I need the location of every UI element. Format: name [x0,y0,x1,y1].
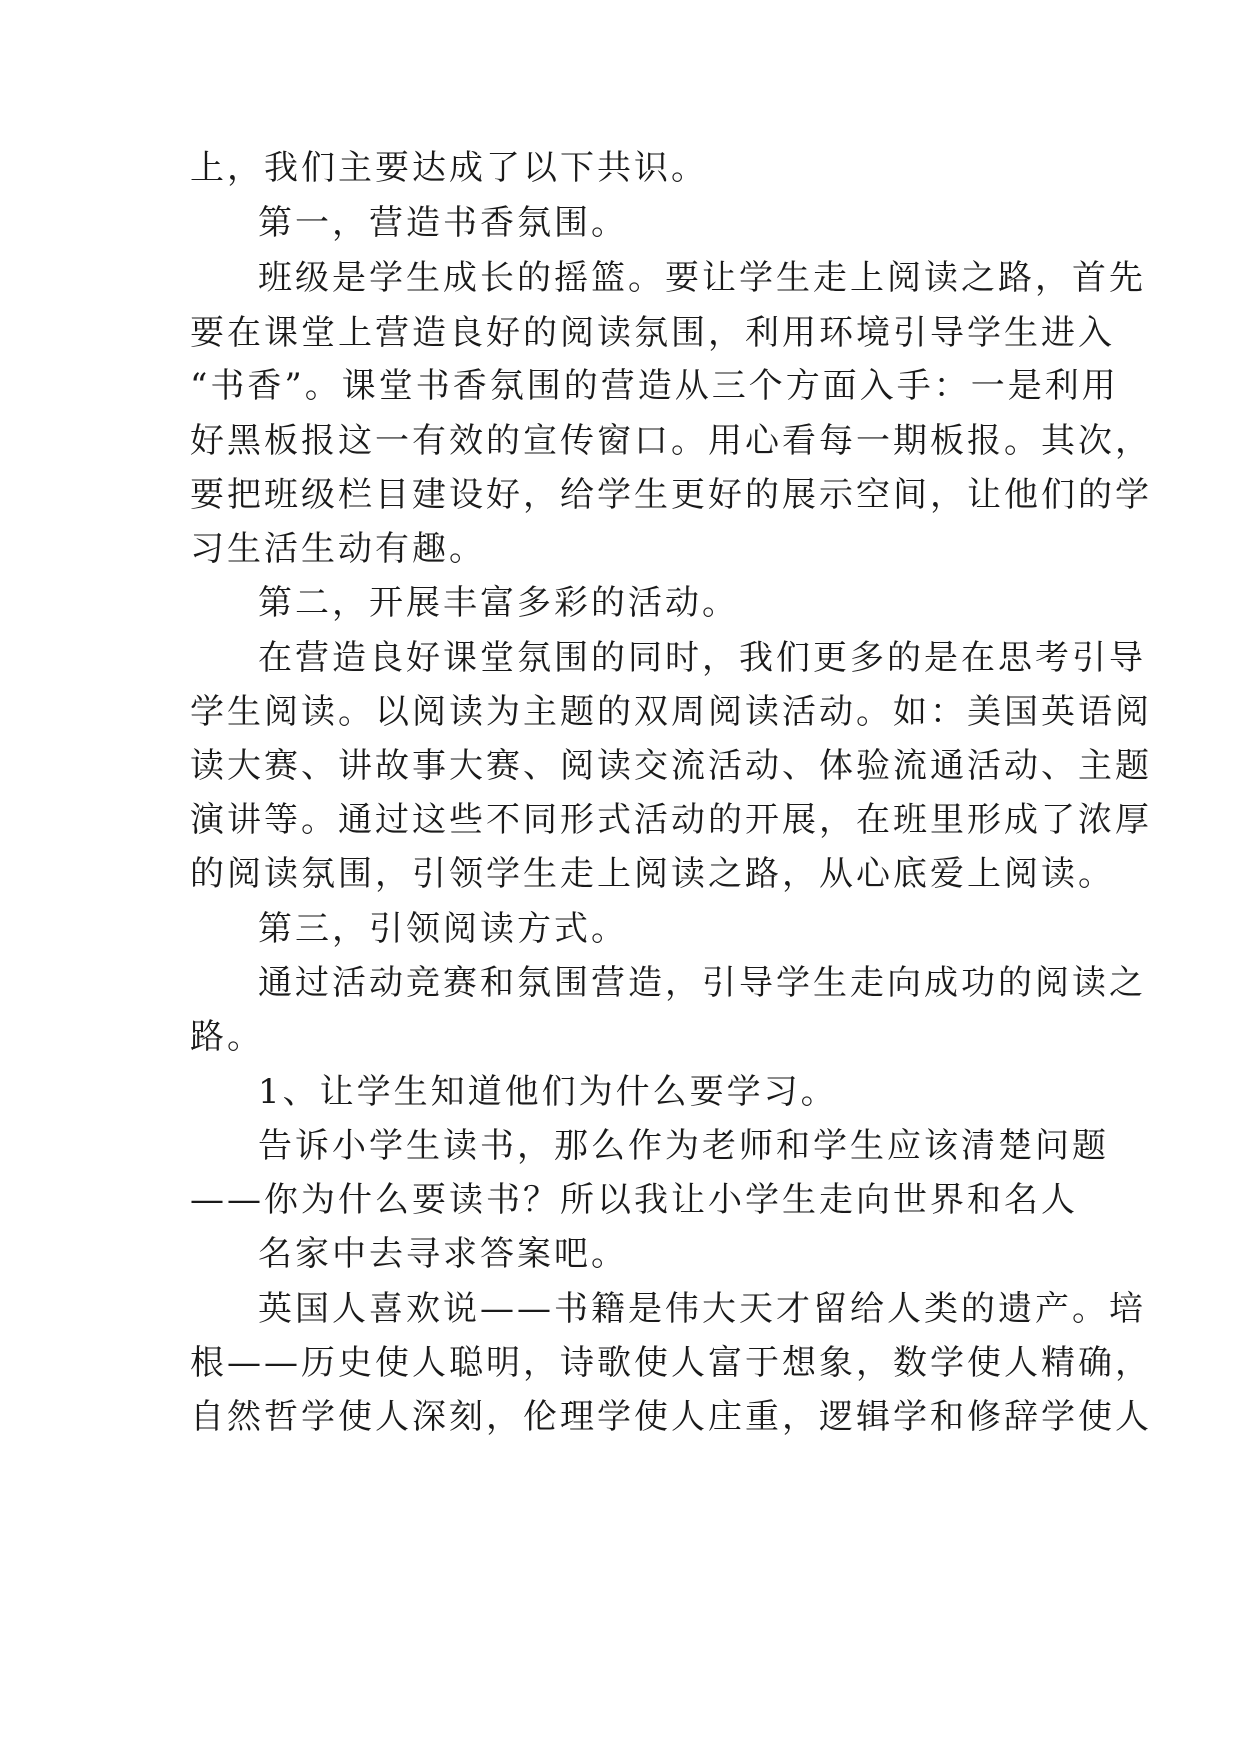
text-line: 读大赛、讲故事大赛、阅读交流活动、体验流通活动、主题 [190,746,1152,786]
section-heading: 第三，引领阅读方式。 [258,909,628,949]
text-line: “书香”。课堂书香氛围的营造从三个方面入手：一是利用 [190,366,1119,406]
text-line: 上，我们主要达成了以下共识。 [190,148,708,188]
text-line: 学生阅读。以阅读为主题的双周阅读活动。如：美国英语阅 [190,692,1152,732]
text-line: 在营造良好课堂氛围的同时，我们更多的是在思考引导 [258,638,1146,678]
text-line: 习生活生动有趣。 [190,529,486,569]
text-line: 要把班级栏目建设好，给学生更好的展示空间，让他们的学 [190,475,1152,515]
text-line: ——你为什么要读书？所以我让小学生走向世界和名人 [190,1180,1078,1220]
text-line: 自然哲学使人深刻，伦理学使人庄重，逻辑学和修辞学使人 [190,1397,1152,1437]
text-line: 通过活动竞赛和氛围营造，引导学生走向成功的阅读之 [258,963,1146,1003]
text-line: 演讲等。通过这些不同形式活动的开展，在班里形成了浓厚 [190,800,1152,840]
text-line: 路。 [190,1017,264,1057]
list-item: 1、让学生知道他们为什么要学习。 [258,1072,838,1112]
text-line: 要在课堂上营造良好的阅读氛围，利用环境引导学生进入 [190,313,1115,353]
text-line: 告诉小学生读书，那么作为老师和学生应该清楚问题 [258,1126,1109,1166]
text-line: 英国人喜欢说——书籍是伟大天才留给人类的遗产。培 [258,1289,1146,1329]
text-line: 的阅读氛围，引领学生走上阅读之路，从心底爱上阅读。 [190,854,1115,894]
text-line: 班级是学生成长的摇篮。要让学生走上阅读之路，首先 [258,258,1146,298]
text-line: 根——历史使人聪明，诗歌使人富于想象，数学使人精确， [190,1343,1152,1383]
text-line: 好黑板报这一有效的宣传窗口。用心看每一期板报。其次， [190,421,1152,461]
text-line: 名家中去寻求答案吧。 [258,1234,628,1274]
section-heading: 第一，营造书香氛围。 [258,203,628,243]
section-heading: 第二，开展丰富多彩的活动。 [258,583,739,623]
